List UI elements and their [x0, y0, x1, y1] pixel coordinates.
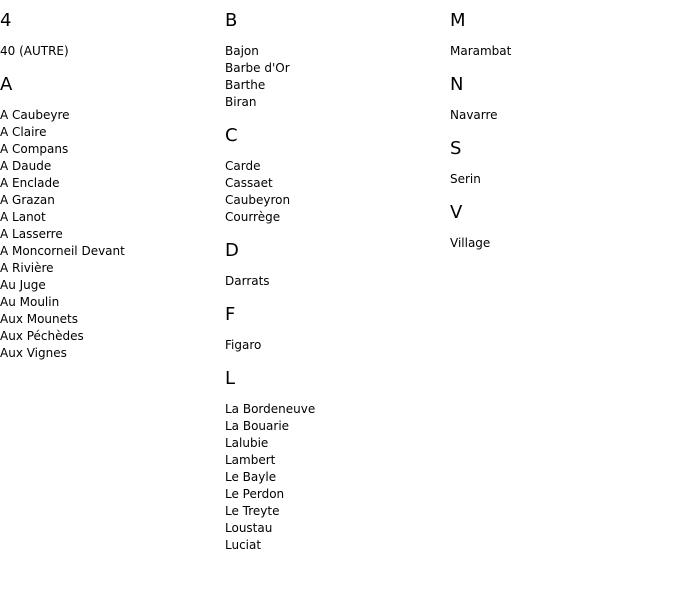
entry-list — [450, 171, 670, 188]
list-item-link[interactable]: Aux Vignes — [0, 346, 67, 360]
list-item-link[interactable]: Lambert — [225, 453, 276, 467]
list-item-link[interactable]: Loustau — [225, 521, 273, 535]
list-item-link[interactable]: Le Bayle — [225, 470, 277, 484]
entry-list — [225, 401, 445, 554]
letter-group — [225, 126, 445, 226]
list-item-link[interactable]: Aux Péchèdes — [0, 329, 84, 343]
letter-heading: V — [450, 202, 463, 223]
letter-group — [0, 11, 220, 60]
letter-heading: B — [225, 10, 238, 31]
letter-group — [450, 139, 670, 188]
letter-heading: N — [450, 74, 464, 95]
list-item-link[interactable]: Courrège — [225, 210, 281, 224]
list-item-link[interactable]: Luciat — [225, 538, 262, 552]
list-item-link[interactable]: A Claire — [0, 125, 47, 139]
letter-group — [0, 75, 220, 362]
list-item-link[interactable]: Au Moulin — [0, 295, 60, 309]
entry-list — [0, 43, 220, 60]
list-item-link[interactable]: Le Perdon — [225, 487, 285, 501]
list-item-link[interactable]: A Moncorneil Devant — [0, 244, 125, 258]
entry-list — [225, 273, 445, 290]
list-item-link[interactable]: A Compans — [0, 142, 69, 156]
letter-group — [450, 75, 670, 124]
list-item-link[interactable]: La Bouarie — [225, 419, 290, 433]
entry-list — [450, 43, 670, 60]
list-item-link[interactable]: A Rivière — [0, 261, 54, 275]
list-item-link[interactable]: A Daude — [0, 159, 52, 173]
letter-group — [225, 369, 445, 554]
letter-heading: A — [0, 74, 13, 95]
letter-group — [450, 203, 670, 252]
letter-group — [225, 241, 445, 290]
entry-list — [225, 337, 445, 354]
list-item-link[interactable]: A Caubeyre — [0, 108, 70, 122]
list-item-link[interactable]: Barbe d'Or — [225, 61, 290, 75]
entry-list — [225, 43, 445, 111]
list-item-link[interactable]: Carde — [225, 159, 261, 173]
list-item-link[interactable]: Barthe — [225, 78, 266, 92]
list-item-link[interactable]: Village — [450, 236, 491, 250]
letter-heading: 4 — [0, 10, 12, 31]
letter-heading: D — [225, 240, 239, 261]
list-item-link[interactable]: Marambat — [450, 44, 512, 58]
letter-heading: F — [225, 304, 236, 325]
list-item-link[interactable]: La Bordeneuve — [225, 402, 316, 416]
entry-list — [0, 107, 220, 362]
letter-heading: C — [225, 125, 238, 146]
index-column-1 — [0, 0, 220, 362]
letter-group — [225, 305, 445, 354]
list-item-link[interactable]: Biran — [225, 95, 257, 109]
list-item-link[interactable]: Lalubie — [225, 436, 269, 450]
list-item-link[interactable]: Serin — [450, 172, 481, 186]
list-item-link[interactable]: A Grazan — [0, 193, 55, 207]
list-item-link[interactable]: Bajon — [225, 44, 259, 58]
letter-group — [225, 11, 445, 111]
entry-list — [450, 235, 670, 252]
letter-heading: M — [450, 10, 466, 31]
index-column-3 — [450, 0, 670, 252]
list-item-link[interactable]: Le Treyte — [225, 504, 280, 518]
entry-list — [225, 158, 445, 226]
entry-list — [450, 107, 670, 124]
list-item-link[interactable]: A Lasserre — [0, 227, 63, 241]
list-item-link[interactable]: Aux Mounets — [0, 312, 78, 326]
list-item-link[interactable]: Cassaet — [225, 176, 273, 190]
list-item-link[interactable]: Figaro — [225, 338, 262, 352]
letter-heading: L — [225, 368, 236, 389]
list-item-link[interactable]: A Lanot — [0, 210, 46, 224]
list-item-link[interactable]: Au Juge — [0, 278, 46, 292]
list-item-link[interactable]: 40 (AUTRE) — [0, 44, 69, 58]
letter-heading: S — [450, 138, 462, 159]
letter-group — [450, 11, 670, 60]
list-item-link[interactable]: Darrats — [225, 274, 270, 288]
list-item-link[interactable]: A Enclade — [0, 176, 60, 190]
list-item-link[interactable]: Navarre — [450, 108, 498, 122]
index-column-2 — [225, 0, 445, 554]
list-item-link[interactable]: Caubeyron — [225, 193, 291, 207]
